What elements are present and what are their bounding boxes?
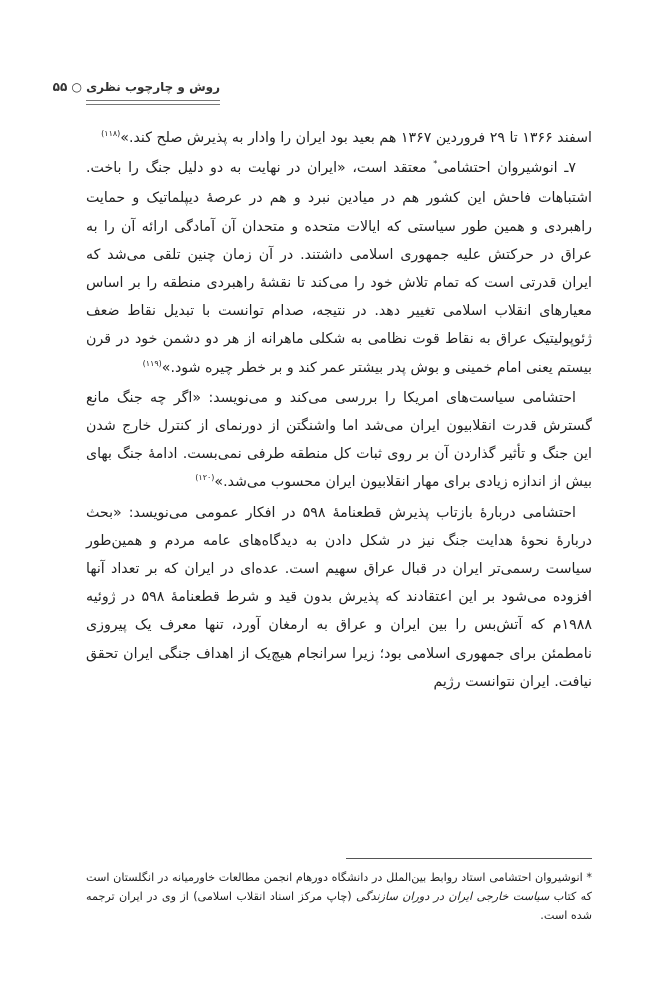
header-rule	[86, 100, 220, 101]
paragraph-2	[86, 154, 592, 384]
footnote-star-ref: *	[433, 159, 438, 169]
footnote-book-title: سیاست خارجی ایران در دوران سازندگی	[356, 890, 550, 903]
paragraph-3-text: احتشامی سیاست‌های امریکا را بررسی می‌کند و می‌نویسد: «اگر چه جنگ مانع گسترش قدرت انقلابیون ایران می‌شد اما واشنگتن از دورنمای از کنترل خارج شدن این جنگ و تأثیر گذاردن آن بر روی ثبات کل منطقه طرفی نمی‌بست. ادامهٔ جنگ بهای بیش از اندازه زیادی برای مهار انقلابیون ایران محسوب می‌شد.»	[86, 389, 592, 491]
footnote	[86, 868, 592, 925]
footnote-part-1: * انوشیروان احتشامی استاد روابط بین‌الملل در دانشگاه دورهام انجمن مطالعات خاورمیانه در انگلستان است که کتاب	[86, 871, 592, 903]
paragraph-2-lead: ۷ـ انوشیروان احتشامی	[437, 160, 576, 177]
header-rule-secondary	[86, 104, 220, 105]
main-text	[86, 124, 592, 696]
paragraph-3	[86, 384, 592, 499]
paragraph-1-text: اسفند ۱۳۶۶ تا ۲۹ فروردین ۱۳۶۷ هم بعید بود ایران را وادار به پذیرش صلح کند.»	[120, 130, 592, 146]
paragraph-2-text: معتقد است، «ایران در نهایت به دو دلیل جنگ را باخت. اشتباهات فاحش این کشور هم در میادین نبرد و هم در عرصهٔ دیپلماتیک و حمایت راهبردی و همین طور سیاستی که ایالات متحده و متحدان آن آمادگی ارائه آن را به عراق در حرکتش علیه جمهوری اسلامی داشتند. در آن زمان چنین تلقی می‌شد که ایران قدرتی است که تمام تلاش خود را می‌کند تا نقشهٔ راهبردی منطقه را بر اساس معیارهای انقلاب اسلامی تغییر دهد. در نتیجه، صدام توانست با تبدیل نقاط ضعف ژئوپولیتیک عراق به نقاط قوت نظامی به شکلی ماهرانه از هر دو دشمن خود در قرن بیستم یعنی امام خمینی و بوش پدر بیشتر عمر کند و بر خطر چیره شود.»	[86, 160, 592, 376]
footnote-text	[86, 868, 592, 925]
footnote-rule	[346, 858, 592, 859]
endnote-ref-119: (۱۱۹)	[142, 358, 162, 368]
paragraph-4-text: احتشامی دربارهٔ بازتاب پذیرش قطعنامهٔ ۵۹۸ در افکار عمومی می‌نویسد: «بحث دربارهٔ نحوهٔ هدایت جنگ نیز در شکل دادن به دیدگاه‌های عامه مردم و همین‌طور سیاست رسمی‌تر ایران در قبال عراق سهیم است. عده‌ای در ایران که بر تعداد آنها افزوده می‌شود بر این اعتقادند که پذیرش بدون قید و شرط قطعنامهٔ ۵۹۸ در ژوئیه ۱۹۸۸م که آتش‌بس را بین ایران و عراق به ارمغان آورد، تنها معرف یک پیروزی نامطمئن برای جمهوری اسلامی بود؛ زیرا سرانجام هیچ‌یک از اهداف جنگی ایران تحقق نیافت. ایران نتوانست رژیم	[86, 504, 593, 690]
endnote-ref-120: (۱۲۰)	[195, 473, 215, 483]
paragraph-4	[86, 499, 592, 696]
endnote-ref-118: (۱۱۸)	[101, 129, 121, 138]
running-title: روش و چارچوب نظری ○ ۵۵	[52, 80, 220, 94]
running-header	[52, 80, 220, 105]
footnote-part-2: (چاپ مرکز اسناد انقلاب اسلامی) از وی در ایران ترجمه شده است.	[86, 890, 592, 922]
paragraph-1	[86, 124, 592, 154]
